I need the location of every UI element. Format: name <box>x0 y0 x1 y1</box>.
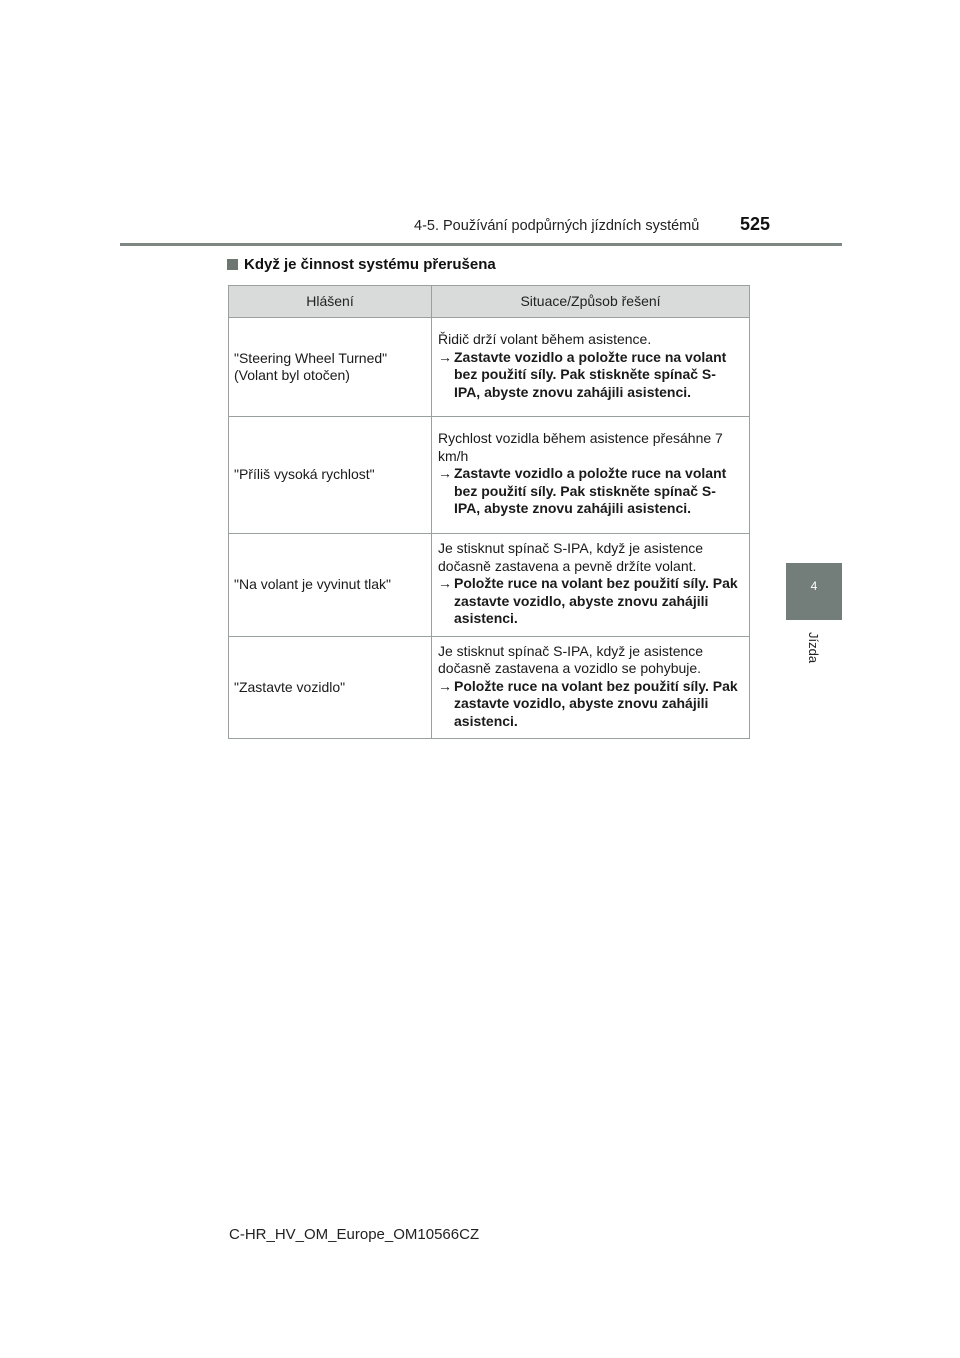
chapter-number: 4 <box>810 579 818 593</box>
message-text: "Zastavte vozidlo" <box>234 678 346 695</box>
chapter-label: Jízda <box>806 632 821 664</box>
message-translation: (Volant byl otočen) <box>234 367 350 383</box>
arrow-right-icon: → <box>438 465 452 482</box>
action-text: Položte ruce na volant bez použití síly. Pak zastavte vozidlo, abyste znovu zahájili asistenci. <box>454 575 738 626</box>
table-header-row <box>229 286 750 318</box>
situation-cell <box>432 417 750 534</box>
chapter-tab <box>786 563 842 620</box>
arrow-right-icon: → <box>438 677 452 694</box>
table-row <box>229 417 750 534</box>
message-cell <box>229 318 432 417</box>
column-header-situation: Situace/Způsob řešení <box>432 286 750 318</box>
table-row <box>229 636 750 739</box>
column-header-message: Hlášení <box>229 286 432 318</box>
table-row <box>229 534 750 637</box>
situation-cell <box>432 318 750 417</box>
arrow-right-icon: → <box>438 348 452 365</box>
message-text: "Příliš vysoká rychlost" <box>234 466 375 483</box>
arrow-right-icon: → <box>438 575 452 591</box>
message-table <box>228 285 750 739</box>
square-bullet-icon <box>227 259 238 270</box>
message-cell <box>229 417 432 534</box>
header-section-title: 4-5. Používání podpůrných jízdních systémů <box>414 218 700 234</box>
situation-cell <box>432 636 750 739</box>
message-text: "Steering Wheel Turned" <box>234 349 388 366</box>
page-number: 525 <box>740 214 771 234</box>
action-text: Položte ruce na volant bez použití síly. Pak zastavte vozidlo, abyste znovu zahájili asistenci. <box>454 677 738 729</box>
header-rule <box>120 243 842 246</box>
section-heading-text: Když je činnost systému přerušena <box>244 256 496 273</box>
message-cell <box>229 636 432 739</box>
message-cell <box>229 534 432 637</box>
action-text: Zastavte vozidlo a položte ruce na volant bez použití síly. Pak stiskněte spínač S-IPA, abyste znovu zahájili asistenci. <box>454 348 727 400</box>
action-text: Zastavte vozidlo a položte ruce na volant bez použití síly. Pak stiskněte spínač S-IPA, abyste znovu zahájili asistenci. <box>454 465 727 517</box>
situation-text: Rychlost vozidla během asistence přesáhne 7 km/h <box>438 430 723 464</box>
situation-text: Je stisknut spínač S-IPA, když je asistence dočasně zastavena a vozidlo se pohybuje. <box>438 642 704 676</box>
situation-cell <box>432 534 750 637</box>
table-row <box>229 318 750 417</box>
message-text: "Na volant je vyvinut tlak" <box>234 576 392 592</box>
section-heading <box>227 256 496 273</box>
situation-text: Je stisknut spínač S-IPA, když je asistence dočasně zastavena a pevně držíte volant. <box>438 540 704 574</box>
situation-text: Řidič drží volant během asistence. <box>438 331 652 347</box>
footer-document-id: C-HR_HV_OM_Europe_OM10566CZ <box>229 1226 480 1243</box>
